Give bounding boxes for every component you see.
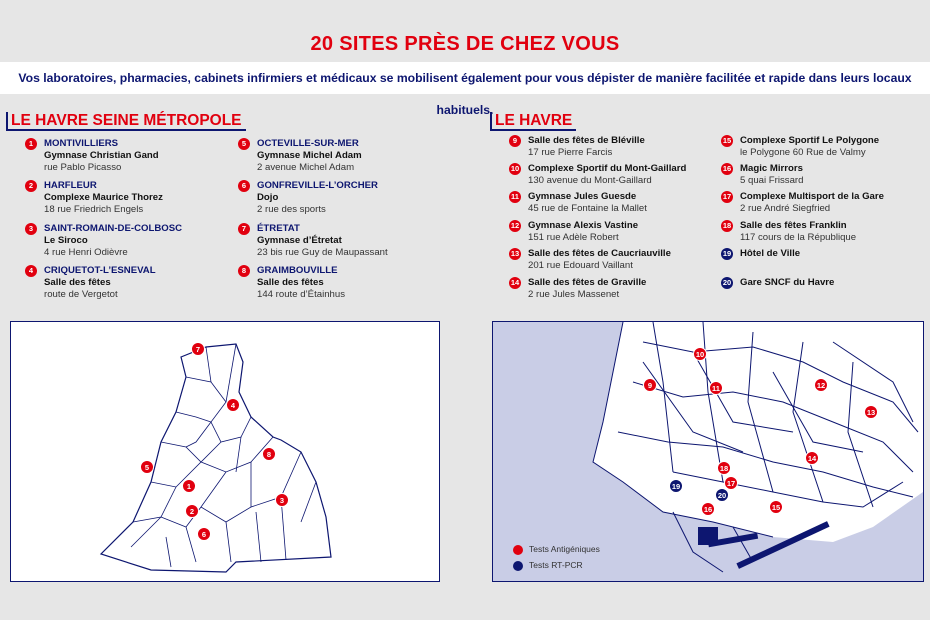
site-city: MONTIVILLIERS: [44, 138, 119, 149]
site-venue: Salle des fêtes de Bléville: [528, 135, 645, 146]
map-marker-4: 4: [226, 398, 240, 412]
havre-site-item: [510, 220, 639, 244]
havre-site-item: [722, 191, 884, 215]
havre-site-item: [510, 163, 687, 187]
havre-title: LE HAVRE: [490, 112, 576, 131]
metropole-site-item: [241, 265, 346, 301]
map-marker-2: 2: [185, 504, 199, 518]
legend-antigen: [529, 544, 600, 554]
site-address: rue Pablo Picasso: [44, 162, 122, 173]
metropole-site-item: [28, 265, 156, 301]
site-venue: Complexe Maurice Thorez: [44, 192, 163, 203]
site-venue: Gymnase Jules Guesde: [528, 191, 637, 202]
site-address: 2 avenue Michel Adam: [257, 162, 355, 173]
site-venue: Salle des fêtes Franklin: [740, 220, 847, 231]
site-address: 144 route d’Étainhus: [257, 289, 346, 300]
legend-pcr-swatch: [513, 561, 523, 571]
site-number-badge: 19: [722, 249, 732, 258]
site-number-badge: 10: [510, 164, 520, 173]
havre-site-item: [512, 135, 645, 159]
site-venue: Gymnase Alexis Vastine: [528, 220, 639, 231]
map-marker-15: 15: [769, 500, 783, 514]
map-marker-12: 12: [814, 378, 828, 392]
site-number-badge: 15: [722, 136, 732, 145]
map-marker-3: 3: [275, 493, 289, 507]
legend-antigen-swatch: [513, 545, 523, 555]
site-address: 2 rue André Siegfried: [740, 203, 831, 214]
havre-site-item: [722, 163, 804, 187]
site-address: 117 cours de la République: [740, 232, 857, 243]
map-marker-10: 10: [693, 347, 707, 361]
site-venue: Le Siroco: [44, 235, 88, 246]
havre-site-item: [511, 191, 647, 215]
site-number-badge: 3: [25, 223, 37, 235]
site-address: 2 rue des sports: [257, 204, 326, 215]
site-venue: Salle des fêtes de Caucriauville: [528, 248, 671, 259]
site-city: ÉTRETAT: [257, 223, 300, 234]
site-venue: Salle des fêtes: [257, 277, 324, 288]
site-venue: Complexe Sportif Le Polygone: [740, 135, 880, 146]
havre-site-item: [722, 248, 801, 260]
site-number-badge: 18: [722, 221, 732, 230]
metropole-site-item: [241, 180, 378, 216]
havre-site-item: [510, 248, 671, 272]
legend-pcr-label: Tests RT-PCR: [529, 560, 583, 570]
site-venue: Dojo: [257, 192, 279, 203]
map-marker-11: 11: [709, 381, 723, 395]
metropole-site-item: [241, 223, 388, 259]
site-address: 5 quai Frissard: [740, 175, 804, 186]
site-number-badge: 13: [510, 249, 520, 258]
map-marker-20: 20: [715, 488, 729, 502]
site-number-badge: 14: [510, 278, 520, 287]
site-venue: Gymnase Christian Gand: [44, 150, 159, 161]
map-marker-13: 13: [864, 405, 878, 419]
map-marker-1: 1: [182, 479, 196, 493]
map-marker-5: 5: [140, 460, 154, 474]
site-address: 17 rue Pierre Farcis: [528, 147, 613, 158]
site-city: SAINT-ROMAIN-DE-COLBOSC: [44, 223, 183, 234]
site-city: HARFLEUR: [44, 180, 97, 191]
legend-antigen-label: Tests Antigéniques: [529, 544, 600, 554]
metropole-map: [10, 321, 440, 582]
site-number-badge: 9: [509, 135, 521, 147]
site-venue: Gare SNCF du Havre: [740, 277, 835, 288]
site-number-badge: 11: [509, 191, 521, 203]
metropole-site-item: [241, 138, 362, 174]
map-marker-8: 8: [262, 447, 276, 461]
site-number-badge: 5: [238, 138, 250, 150]
site-city: GONFREVILLE-L’ORCHER: [257, 180, 378, 191]
page-title: 20 SITES PRÈS DE CHEZ VOUS: [310, 33, 620, 55]
havre-site-item: [722, 135, 880, 159]
site-number-badge: 7: [238, 223, 250, 235]
site-address: 201 rue Edouard Vaillant: [528, 260, 633, 271]
site-number-badge: 8: [238, 265, 250, 277]
site-venue: Salle des fêtes: [44, 277, 111, 288]
site-number-badge: 6: [238, 180, 250, 192]
site-address: 2 rue Jules Massenet: [528, 289, 620, 300]
site-address: 4 rue Henri Odièvre: [44, 247, 128, 258]
site-number-badge: 17: [722, 192, 732, 201]
site-number-badge: 12: [510, 221, 520, 230]
site-venue: Gymnase Michel Adam: [257, 150, 362, 161]
map-marker-16: 16: [701, 502, 715, 516]
map-marker-6: 6: [197, 527, 211, 541]
legend-pcr: [529, 560, 583, 570]
site-city: GRAIMBOUVILLE: [257, 265, 338, 276]
site-number-badge: 1: [25, 138, 37, 150]
site-address: 23 bis rue Guy de Maupassant: [257, 247, 388, 258]
map-marker-18: 18: [717, 461, 731, 475]
havre-map-graphic: [493, 322, 923, 581]
metropole-site-item: [28, 138, 159, 174]
map-marker-9: 9: [643, 378, 657, 392]
page-subtitle: Vos laboratoires, pharmacies, cabinets infirmiers et médicaux se mobilisent également pour vous dépister de manière facilitée et rapide dans leurs locaux habituels.: [0, 62, 930, 94]
site-number-badge: 2: [25, 180, 37, 192]
havre-site-item: [722, 277, 835, 289]
map-marker-17: 17: [724, 476, 738, 490]
site-city: OCTEVILLE-SUR-MER: [257, 138, 359, 149]
site-venue: Hôtel de Ville: [740, 248, 801, 259]
site-address: 130 avenue du Mont-Gaillard: [528, 175, 652, 186]
map-marker-19: 19: [669, 479, 683, 493]
site-address: le Polygone 60 Rue de Valmy: [740, 147, 866, 158]
site-address: 45 rue de Fontaine la Mallet: [528, 203, 647, 214]
site-venue: Magic Mirrors: [740, 163, 803, 174]
site-venue: Complexe Multisport de la Gare: [740, 191, 884, 202]
havre-site-item: [722, 220, 857, 244]
site-address: 151 rue Adèle Robert: [528, 232, 619, 243]
site-city: CRIQUETOT-L’ESNEVAL: [44, 265, 156, 276]
site-venue: Complexe Sportif du Mont-Gaillard: [528, 163, 687, 174]
map-marker-7: 7: [191, 342, 205, 356]
site-number-badge: 4: [25, 265, 37, 277]
map-marker-14: 14: [805, 451, 819, 465]
site-number-badge: 16: [722, 164, 732, 173]
metropole-title: LE HAVRE SEINE MÉTROPOLE: [6, 112, 246, 131]
site-address: 18 rue Friedrich Engels: [44, 204, 144, 215]
havre-map: [492, 321, 924, 582]
metropole-map-graphic: [11, 322, 439, 581]
site-venue: Salle des fêtes de Graville: [528, 277, 647, 288]
metropole-site-item: [28, 223, 183, 259]
site-number-badge: 20: [722, 278, 732, 287]
site-venue: Gymnase d’Étretat: [257, 235, 342, 246]
metropole-site-item: [28, 180, 163, 216]
site-address: route de Vergetot: [44, 289, 118, 300]
havre-site-item: [510, 277, 647, 301]
